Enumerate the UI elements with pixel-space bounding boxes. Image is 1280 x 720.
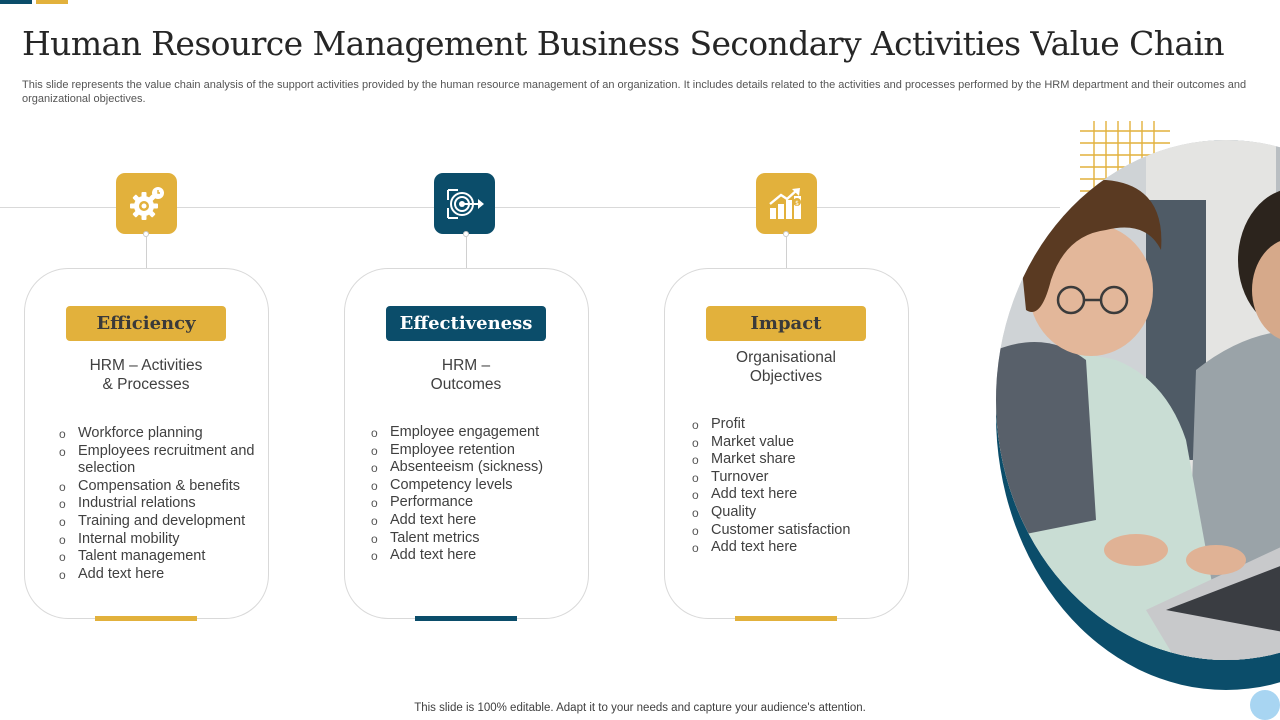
list-item: o Absenteeism (sickness) — [371, 459, 571, 477]
list-item: o Add text here — [692, 539, 892, 557]
list-item: o Employees recruitment and selection — [59, 443, 259, 478]
target-icon — [444, 186, 486, 222]
effectiveness-list — [371, 424, 571, 565]
list-item: o Customer satisfaction — [692, 522, 892, 540]
office-photo — [996, 140, 1280, 660]
impact-icon-box — [756, 173, 817, 234]
list-item: o Market value — [692, 434, 892, 452]
list-item: o Training and development — [59, 513, 259, 531]
woman-at-laptop-illustration — [996, 140, 1280, 660]
list-item: o Industrial relations — [59, 495, 259, 513]
list-item: o Add text here — [371, 547, 571, 565]
impact-subheading — [686, 348, 886, 386]
impact-list — [692, 416, 892, 557]
list-item: o Market share — [692, 451, 892, 469]
connector-vertical — [466, 237, 467, 268]
efficiency-card-accent — [95, 616, 197, 621]
list-item: o Competency levels — [371, 477, 571, 495]
impact-heading: Impact — [706, 306, 866, 341]
effectiveness-sub-line-1: HRM – — [441, 357, 491, 374]
list-item: o Internal mobility — [59, 531, 259, 549]
slide-footer: This slide is 100% editable. Adapt it to your needs and capture your audience's attention. — [414, 702, 866, 714]
growth-chart-icon — [767, 186, 807, 222]
list-item: o Workforce planning — [59, 425, 259, 443]
list-item: o Compensation & benefits — [59, 478, 259, 496]
effectiveness-subheading — [366, 356, 566, 394]
effectiveness-card-accent — [415, 616, 517, 621]
efficiency-icon-box — [116, 173, 177, 234]
list-item: o Quality — [692, 504, 892, 522]
impact-sub-line-1: Organisational — [736, 349, 836, 366]
slide-title: Human Resource Management Business Secondary Activities Value Chain — [22, 24, 1225, 63]
efficiency-list — [59, 425, 259, 583]
slide-subtitle: This slide represents the value chain analysis of the support activities provided by the human resource management of an organization. It includes details related to the activities and processes performed by the HRM department and their outcomes and organizational objectives. — [22, 79, 1247, 105]
list-item: o Talent metrics — [371, 530, 571, 548]
effectiveness-icon-box — [434, 173, 495, 234]
list-item: o Turnover — [692, 469, 892, 487]
impact-card-accent — [735, 616, 837, 621]
list-item: o Profit — [692, 416, 892, 434]
effectiveness-heading: Effectiveness — [386, 306, 546, 341]
efficiency-heading: Efficiency — [66, 306, 226, 341]
list-item: o Employee retention — [371, 442, 571, 460]
connector-vertical — [786, 237, 787, 268]
top-accent-gold — [36, 0, 68, 4]
efficiency-sub-line-1: HRM – Activities — [89, 357, 203, 374]
connector-vertical — [146, 237, 147, 268]
efficiency-sub-line-2: & Processes — [102, 376, 190, 393]
impact-sub-line-2: Objectives — [749, 368, 823, 385]
list-item: o Talent management — [59, 548, 259, 566]
effectiveness-sub-line-2: Outcomes — [430, 376, 502, 393]
gear-clock-icon — [128, 185, 166, 223]
list-item: o Add text here — [692, 486, 892, 504]
list-item: o Add text here — [59, 566, 259, 584]
top-accent-navy — [0, 0, 32, 4]
svg-text:$: $ — [794, 199, 799, 207]
efficiency-subheading — [46, 356, 246, 394]
list-item: o Add text here — [371, 512, 571, 530]
list-item: o Performance — [371, 494, 571, 512]
list-item: o Employee engagement — [371, 424, 571, 442]
